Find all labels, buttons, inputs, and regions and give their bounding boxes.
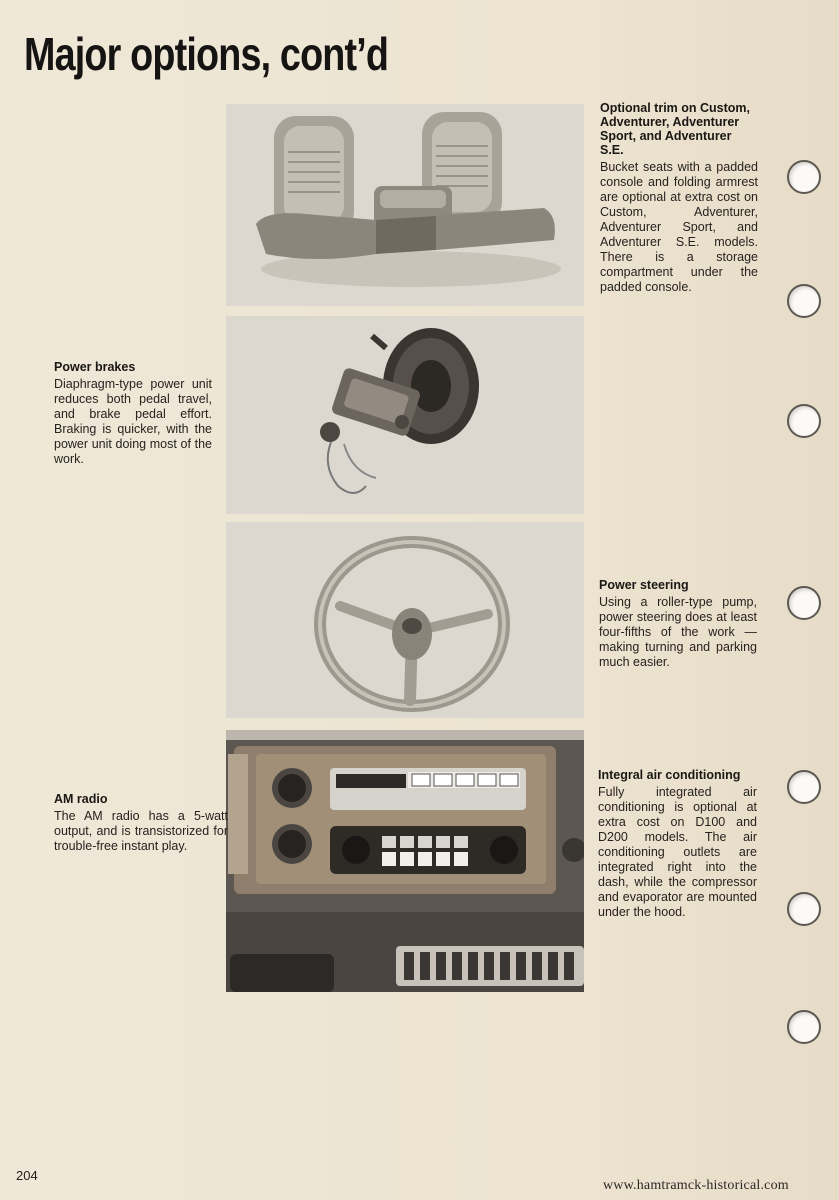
power-brake-photo: [226, 316, 584, 514]
air-conditioning-section: [598, 768, 757, 920]
steering-wheel-illustration: [226, 522, 584, 718]
radio-section: [54, 792, 228, 854]
page-title: Major options, cont’d: [24, 28, 389, 80]
radio-heading: AM radio: [54, 792, 108, 806]
dashboard-illustration: [226, 730, 584, 992]
steering-body: Using a roller-type pump, power steering does at least four-fifths of the work — making turning and parking much easier.: [599, 595, 757, 669]
steering-heading: Power steering: [599, 578, 689, 592]
air-conditioning-heading: Integral air conditioning: [598, 768, 741, 782]
brake-booster-illustration: [226, 316, 584, 514]
binder-hole-icon: [787, 586, 821, 620]
brakes-section: [54, 360, 212, 467]
page-number: 204: [16, 1168, 38, 1183]
binder-hole-icon: [787, 404, 821, 438]
binder-hole-icon: [787, 284, 821, 318]
brakes-body: Diaphragm-type power unit reduces both pedal travel, and brake pedal effort. Braking is quicker, with the power unit doing most of the work.: [54, 377, 212, 466]
binder-hole-icon: [787, 892, 821, 926]
brakes-heading: Power brakes: [54, 360, 136, 374]
bucket-seats-illustration: [226, 104, 584, 306]
trim-section: [600, 101, 758, 295]
trim-body: Bucket seats with a padded console and folding armrest are optional at extra cost on Custom, Adventurer, Adventurer Sport, and Adventurer S.E. models. There is a storage compartment under the padded console.: [600, 160, 758, 294]
binder-hole-icon: [787, 770, 821, 804]
watermark-url: www.hamtramck-historical.com: [603, 1178, 789, 1193]
radio-body: The AM radio has a 5-watt output, and is transistorized for trouble-free instant play.: [54, 809, 228, 853]
trim-heading: Optional trim on Custom, Adventurer, Adventurer Sport, and Adventurer S.E.: [600, 101, 750, 157]
dashboard-photo: [226, 730, 584, 992]
bucket-seats-photo: [226, 104, 584, 306]
steering-section: [599, 578, 757, 670]
air-conditioning-body: Fully integrated air conditioning is optional at extra cost on D100 and D200 models. The air conditioning outlets are integrated right into the dash, while the compressor and evaporator are mounted under the hood.: [598, 785, 757, 919]
steering-wheel-photo: [226, 522, 584, 718]
binder-hole-icon: [787, 160, 821, 194]
binder-hole-icon: [787, 1010, 821, 1044]
